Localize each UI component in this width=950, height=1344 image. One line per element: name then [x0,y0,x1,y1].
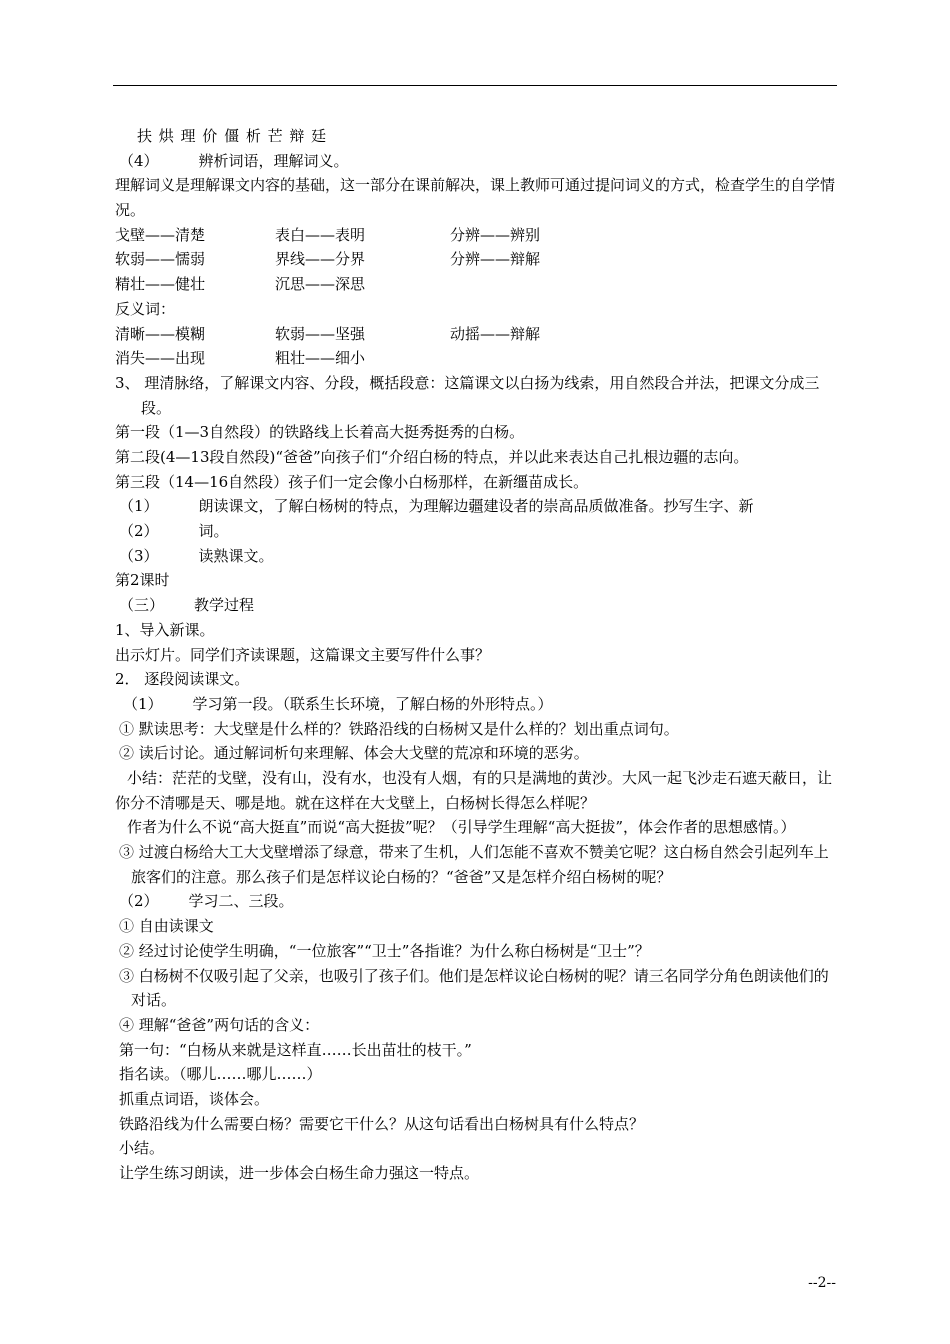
circled-item: ④ 理解“爸爸”两句话的含义： [119,1015,320,1034]
circled-item: ③ 过渡白杨给大工大戈壁增添了绿意，带来了生机，人们怎能不喜欢不赞美它呢？这白杨自然会引起列车上旅客们的注意。那么孩子们是怎样议论白杨的？“爸爸”又是怎样介绍白杨树的呢？ [119,843,829,886]
circled-item: ① 自由读课文 [119,917,214,936]
step-title: 辨析词语，理解词义。 [198,151,349,170]
numbered-item [115,692,839,717]
item-number: （2） [119,522,159,541]
lesson-heading: 第2课时 [115,571,170,590]
paragraph: 第二段(4—13段自然段)“爸爸”向孩子们“介绍白杨的特点，并以此来表达自己扎根边疆的志向。 [115,448,749,466]
page-number: --2-- [808,1275,836,1291]
word-pair: 软弱——坚强 [275,324,366,343]
paragraph: 第一段（1—3自然段）的铁路线上长着高大挺秀挺秀的白杨。 [115,423,525,442]
header-rule [113,85,837,86]
word-pair: 精壮——健壮 [115,275,206,294]
item-number: （3） [119,546,159,565]
antonym-row [115,346,839,371]
item-text: 学习第一段。（联系生长环境，了解白杨的外形特点。） [192,694,553,713]
item-text: 教学过程 [194,596,255,615]
paragraph: 让学生练习朗读，进一步体会白杨生命力强这一特点。 [119,1164,480,1183]
section-heading [115,593,839,618]
item-text: 朗读课文，了解白杨树的特点，为理解边疆建设者的崇高品质做准备。抄写生字、新 [198,497,754,516]
circled-item: ① 默读思考：大戈壁是什么样的？铁路沿线的白杨树又是什么样的？划出重点词句。 [119,719,679,738]
synonym-row [115,272,839,297]
circled-item: ③ 白杨树不仅吸引起了父亲，也吸引了孩子们。他们是怎样议论白杨树的呢？请三名同学分角色朗读他们的对话。 [119,966,829,1010]
item-text: 读熟课文。 [198,546,274,565]
numbered-item [115,519,839,544]
step-heading [115,149,839,174]
paragraph: 理解词义是理解课文内容的基础，这一部分在课前解决，课上教师可通过提问词义的方式，检查学生的自学情况。 [115,176,836,220]
paragraph: 第三段（14—16自然段）孩子们一定会像小白杨那样，在新缰苗成长。 [115,472,589,491]
antonym-label: 反义词： [115,299,176,318]
antonym-row [115,322,839,347]
paragraph: 1、导入新课。 [115,620,215,639]
word-pair: 分辨——辨别 [450,225,541,244]
word-pair: 界线——分界 [275,250,366,269]
paragraph: 小结。 [119,1139,165,1158]
paragraph: 第一句：“白杨从来就是这样直……长出苗壮的枝干。” [119,1040,472,1059]
document-body [115,124,839,1186]
word-pair: 分辨——辩解 [450,250,541,269]
paragraph: 指名读。（哪儿……哪儿……） [119,1065,322,1084]
item-number: （1） [123,694,163,713]
paragraph: 作者为什么不说“高大挺直”而说“高大挺拔”呢？（引导学生理解“高大挺拔”，体会作者的思想感情。） [127,818,796,837]
synonym-row [115,247,839,272]
paragraph: 出示灯片。同学们齐读课题，这篇课文主要写件什么事？ [115,645,491,664]
circled-item: ② 经过讨论使学生明确，“一位旅客”“卫士”各指谁？为什么称白杨树是“卫士”？ [119,941,650,960]
new-words-line: 扶 烘 理 价 僵 析 芒 辩 廷 [137,127,328,145]
item-number: （三） [119,596,165,615]
numbered-item [115,889,839,914]
word-pair: 软弱——懦弱 [115,250,206,269]
item-number: （1） [119,497,159,516]
paragraph: 小结：茫茫的戈壁，没有山，没有水，也没有人烟，有的只是满地的黄沙。大风一起飞沙走石遮天蔽日，让你分不清哪是天、哪是地。就在这样在大戈壁上，白杨树长得怎么样呢？ [115,768,833,812]
word-pair: 表白——表明 [275,225,366,244]
word-pair: 清晰——模糊 [115,324,206,343]
numbered-item [115,544,839,569]
item-text: 词。 [198,522,229,541]
step-number: （4） [119,151,159,170]
item-number: （2） [119,892,159,911]
numbered-item [115,494,839,519]
circled-item: ② 读后讨论。通过解词析句来理解、体会大戈壁的荒凉和环境的恶劣。 [119,744,589,763]
word-pair: 动摇——辩解 [450,324,541,343]
word-pair: 消失——出现 [115,349,206,368]
item-text: 学习二、三段。 [188,892,294,911]
word-pair: 粗壮——细小 [275,349,366,368]
word-pair: 戈壁——清楚 [115,225,206,244]
word-pair: 沉思——深思 [275,275,366,294]
paragraph: 2． 逐段阅读课文。 [115,670,250,689]
paragraph: 铁路沿线为什么需要白杨？需要它干什么？从这句话看出白杨树具有什么特点？ [119,1114,645,1133]
paragraph: 抓重点词语，谈体会。 [119,1089,270,1108]
section-heading: 3、 理清脉络，了解课文内容、分段，概括段意：这篇课文以白扬为线索，用自然段合并法，把课文分成三段。 [115,373,820,417]
synonym-row [115,223,839,248]
